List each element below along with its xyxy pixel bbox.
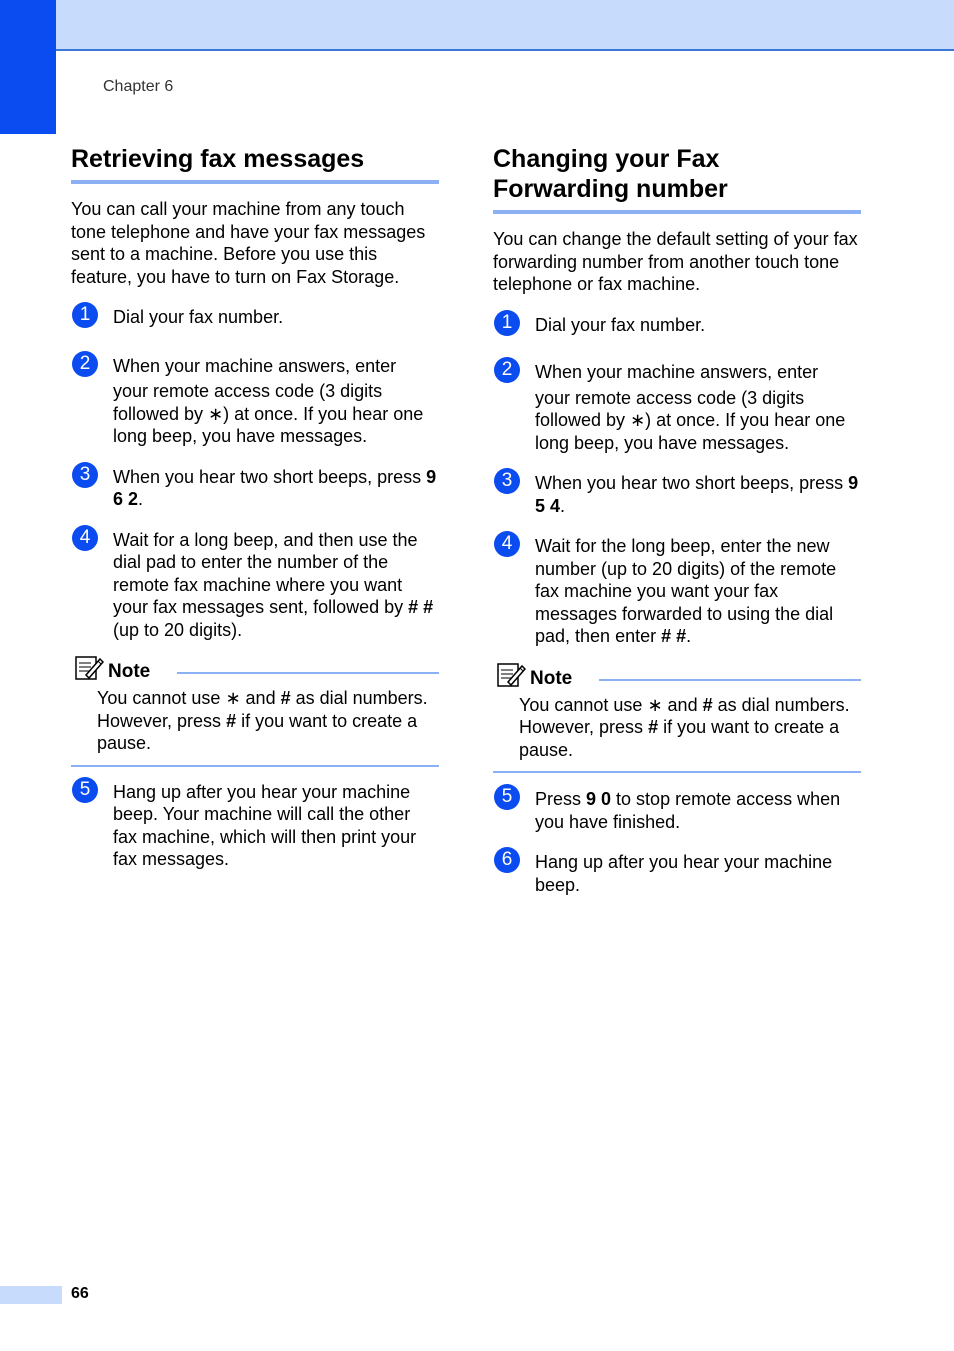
step-text: . [686, 626, 692, 646]
note-text-part: and [240, 688, 281, 708]
step-number-badge: 6 [494, 847, 520, 873]
step-text: When your machine answers, enter [535, 362, 819, 382]
step-number-badge: 1 [494, 310, 520, 336]
hash-symbol: # [226, 710, 237, 731]
note-pencil-icon [74, 653, 104, 683]
note-rule [177, 672, 439, 674]
step-number-badge: 1 [72, 302, 98, 328]
step-item [493, 472, 861, 517]
chapter-tab [0, 0, 56, 134]
section-title-retrieving: Retrieving fax messages [71, 144, 439, 184]
note-text [71, 687, 439, 767]
hash-symbol: # [648, 717, 659, 737]
step-text: Hang up after you hear your machine beep. Your machine will call the other fax machine, which will then print your fax messages. [113, 781, 417, 869]
step-number-badge: 5 [72, 777, 98, 803]
step-text: When you hear two short beeps, press [113, 466, 427, 487]
note-pencil-icon [496, 660, 526, 690]
step-text: your remote access code (3 digits followed by ∗) at once. If you hear one long beep, you have messages. [535, 387, 846, 453]
star-symbol: ∗ [647, 694, 663, 715]
chapter-label: Chapter 6 [103, 78, 174, 95]
step-number-badge: 4 [72, 525, 98, 551]
step-list [71, 778, 439, 871]
title-line: Forwarding number [493, 175, 728, 203]
step-list [493, 311, 861, 648]
step-text: your remote access code (3 digits followed by ∗) at once. If you hear one long beep, you have messages. [113, 381, 424, 446]
left-column [71, 144, 439, 871]
key-sequence: 9 6 2 [113, 466, 437, 509]
step-text: Wait for the long beep, enter the new number (up to 20 digits) of the remote fax machine you want your fax messages forwarded to using the dial pad, then enter [535, 536, 837, 646]
step-text: Wait for a long beep, and then use the dial pad to enter the number of the remote fax machine where you want your fax messages sent, followed by [113, 529, 418, 617]
step-item [493, 535, 861, 648]
step-text: Hang up after you hear your machine beep. [535, 852, 833, 895]
key-sequence: 9 0 [586, 789, 612, 809]
right-column [493, 144, 861, 896]
note-box [71, 657, 439, 767]
step-item [71, 352, 439, 448]
step-list [71, 306, 439, 641]
step-number-badge: 2 [72, 351, 98, 377]
step-number-badge: 5 [494, 784, 520, 810]
step-list [493, 788, 861, 896]
step-text: to stop remote access when you have finished. [535, 789, 841, 832]
step-text: . [560, 495, 566, 516]
page-number-tab [0, 1286, 62, 1304]
star-symbol: ∗ [225, 688, 241, 708]
note-label: Note [530, 667, 573, 689]
step-text: . [138, 489, 144, 509]
section-intro: You can call your machine from any touch tone telephone and have your fax messages sent to a machine. Before you use this feature, you have to turn on Fax Storage. [71, 199, 426, 287]
hash-symbol: # [280, 688, 291, 708]
step-item [493, 788, 861, 833]
note-header [71, 657, 439, 687]
note-box [493, 664, 861, 774]
note-label: Note [108, 661, 151, 682]
header-band [0, 0, 954, 51]
note-header [493, 664, 861, 694]
step-number-badge: 3 [494, 468, 520, 494]
step-text: When your machine answers, enter [113, 355, 397, 376]
step-item [71, 526, 439, 642]
note-text [493, 694, 861, 774]
key-sequence: # # [661, 626, 687, 646]
note-text-part: and [662, 694, 703, 715]
step-item [71, 463, 439, 511]
section-intro: You can change the default setting of your fax forwarding number from another touch tone telephone or fax machine. [493, 229, 858, 294]
step-text: Dial your fax number. [535, 314, 706, 335]
note-rule [599, 679, 861, 681]
title-line: Changing your Fax [493, 145, 720, 173]
note-text-part: You cannot use [97, 688, 226, 708]
key-sequence: 9 5 4 [535, 473, 859, 516]
hash-symbol: # [702, 694, 713, 715]
note-text-part: if you want to create a pause. [97, 710, 418, 753]
note-text-part: if you want to create a pause. [519, 717, 840, 760]
key-sequence: # # [408, 597, 434, 617]
step-text: Dial your fax number. [113, 307, 284, 327]
step-number-badge: 4 [494, 531, 520, 557]
note-text-part: as dial numbers. However, press [97, 688, 428, 731]
step-text: (up to 20 digits). [113, 619, 243, 640]
step-number-badge: 3 [72, 462, 98, 488]
step-item [71, 778, 439, 871]
note-text-part: You cannot use [519, 694, 648, 715]
step-text: Press [535, 789, 587, 809]
step-item [71, 306, 439, 329]
step-text: When you hear two short beeps, press [535, 473, 849, 493]
section-title-forwarding [493, 144, 861, 214]
step-item [493, 311, 861, 337]
note-text-part: as dial numbers. However, press [519, 694, 850, 737]
page-number: 66 [71, 1285, 89, 1302]
step-item [493, 361, 861, 454]
step-item [493, 851, 861, 896]
step-number-badge: 2 [494, 357, 520, 383]
